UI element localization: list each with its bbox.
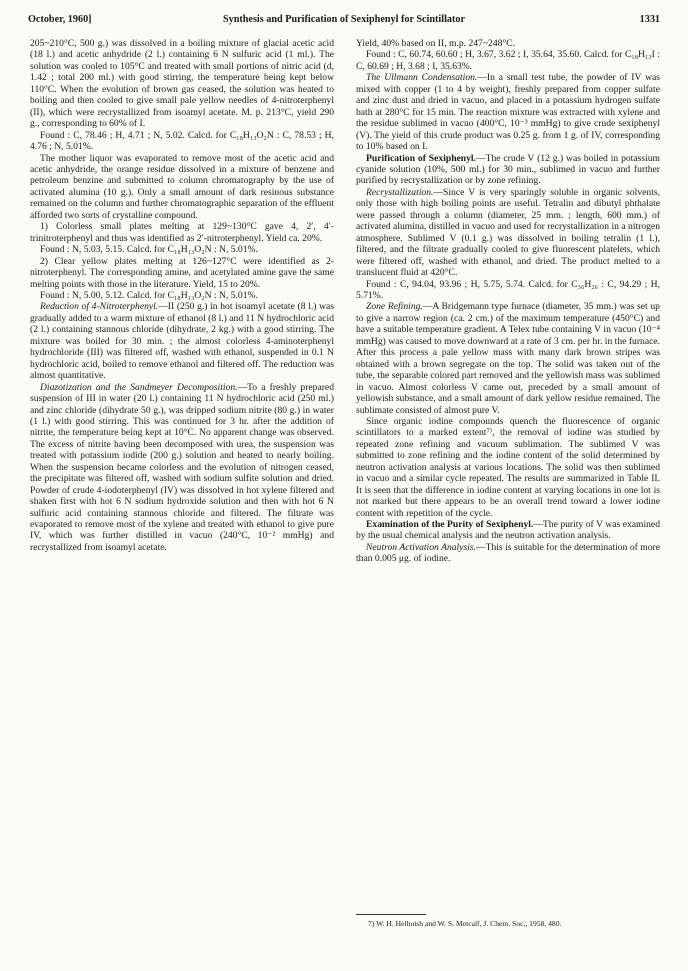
section-heading: Reduction of 4-Nitroterphenyl. (40, 301, 159, 313)
paragraph (356, 72, 660, 152)
paragraph-text: Found : C, 60.74, 60.60 ; H, 3.67, 3.62 ; I, 35.64, 35.60. Calcd. for C₁₈H₁₃I : C, 60.69 ; H, 3.68 ; I, 35.63%. (356, 49, 660, 72)
paragraph (30, 244, 334, 255)
section-heading: The Ullmann Condensation. (366, 72, 478, 84)
paragraph-text: 2) Clear yellow plates melting at 126~127°C were identified as 2-nitroterphenyl. The corresponding amine, and acetylated amine gave the same melting points with those in the literature. Yield, 15 to 20%. (30, 255, 334, 290)
paragraph-text: Found : C, 94.04, 93.96 ; H, 5.75, 5.74. Calcd. for C₃₆H₂₆ : C, 94.29 ; H, 5.71%. (356, 278, 660, 301)
right-column (356, 38, 660, 565)
paragraph (30, 290, 334, 301)
footnote: 7) W. H. Helhuish and W. S. Metcalf, J. Chem. Soc., 1958, 480. (368, 919, 562, 928)
paragraph (356, 416, 660, 519)
paragraph (356, 38, 660, 49)
section-heading: Purification of Sexiphenyl. (366, 152, 476, 164)
running-head (28, 14, 660, 28)
paragraph (356, 49, 660, 72)
paragraph (356, 519, 660, 542)
section-heading: Recrystallization. (366, 186, 434, 198)
paragraph (356, 279, 660, 302)
paragraph (30, 153, 334, 222)
paragraph-text: —In a small test tube, the powder of IV was mixed with copper (1 to 4 by weight), freshly prepared from copper sulfate and zinc dust and dried in vacuo, and placed in a potassium hydrogen sulfate bath at 280°C for 15 min. The reaction mixture was extracted with xylene and the residue sublimed in vacuo (400°C, 10⁻³ mmHg) to give crude sexiphenyl (V). The yield of this crude product was 0.25 g. from 1 g. of IV, corresponding to 10% based on I. (356, 72, 660, 153)
paragraph (356, 153, 660, 187)
paragraph (30, 130, 334, 153)
paragraph-text: Since organic iodine compounds quench the fluorescence of organic scintillators to a marked extent⁷⁾, the removal of iodine was studied by repeated zone refining and vacuum sublimation. The sublimed V was submitted to zone refining and the iodine content of the solid determined by neutron activation analysis at various locations. The solid was then sublimed in vacuo and a similar cycle repeated. The results are summarized in Table II. It is seen that the difference in iodine content at varying locations in one lot is not marked but there appears to be an overall trend toward a lower iodine content with repetition of the cycle. (356, 415, 660, 519)
section-heading: Zone Refining. (366, 301, 423, 313)
footnote-rule (356, 914, 426, 915)
paragraph-text: —Since V is very sparingly soluble in organic solvents, only those with high boiling points are useful. Tetralin and dibutyl phthalate were passed through a column (diameter, 25 mm. ; length, 600 mm.) of activated alumina, distilled in vacuo and used for recrystallization in a nitrogen atmosphere. Sublimed V (0.1 g.) was dissolved in boiling tetralin (1 l.), filtered, and the filtrate gradually cooled to give fluorescent platelets, which were filtered off, washed with ethanol, and dried. The product melted to a translucent fluid at 420°C. (356, 186, 660, 279)
paragraph (356, 187, 660, 279)
paragraph-text: —This is suitable for the determination of more than 0.005 μg. of iodine. (356, 541, 660, 565)
paragraph-text: The mother liquor was evaporated to remove most of the acetic acid and acetic anhydride, the orange residue dissolved in a mixture of benzene and petroleum benzine and submitted to column chromatography by the use of activated alumina (10 g.). Only a small amount of dark resinous substance remained on the column and further chromatographic separation of the effluent afforded two sorts of crystalline compound. (30, 152, 334, 221)
paragraph-text: —To a freshly prepared suspension of III in water (20 l.) containing 11 N hydrochloric acid (250 ml.) and zinc chloride (dihydrate 50 g.), was dripped sodium nitrite (80 g.) in water (1 l.) with good stirring. This was continued for 3 hr. after the addition of nitrite, the temperature being kept at 10°C. No apparent change was observed. The excess of nitrite having been decomposed with urea, the suspension was treated with potassium iodide (200 g.) solution and heated to nearly boiling. When the suspension became colorless and the evolution of nitrogen ceased, the precipitate was filtered off, washed with sodium sulfite solution and dried. Powder of crude 4-iodoterphenyl (IV) was dissolved in hot xylene filtered and shaken first with hot 6 N sodium hydroxide solution and then with hot 6 N sulfuric acid containing stannous chloride and filtered. The filtrate was evaporated to remove most of the xylene and treated with ethanol to give pure IV, which was further distilled in vacuo (240°C, 10⁻² mmHg) and recrystallized from isoamyl acetate. (30, 381, 334, 553)
paragraph-text: Found : N, 5.00, 5.12. Calcd. for C₁₈H₁₃O₂N : N, 5.01%. (40, 289, 258, 301)
issue-date: October, 1960] (28, 14, 92, 25)
paragraph-text: —The purity of V was examined by the usual chemical analysis and the neutron activation analysis. (356, 519, 660, 542)
paragraph-text: 1) Colorless small plates melting at 129~130°C gave 4, 2′, 4′-trinitroterphenyl and thus was identified as 2′-nitroterphenyl. Yield ca. 20%. (30, 221, 334, 244)
paragraph (30, 301, 334, 381)
page-number: 1331 (639, 14, 660, 25)
paragraph (356, 542, 660, 565)
paragraph-text: Found : C, 78.46 ; H, 4.71 ; N, 5.02. Calcd. for C₁₈H₁₃O₂N : C, 78.53 ; H, 4.76 ; N, 5.01%. (30, 129, 334, 153)
paragraph (30, 256, 334, 290)
section-heading: Examination of the Purity of Sexiphenyl. (366, 519, 534, 531)
paragraph-text: Yield, 40% based on II, m.p. 247~248°C. (356, 38, 516, 49)
paragraph-text: —II (250 g.) in hot isoamyl acetate (8 l.) was gradually added to a warm mixture of ethanol (8 l.) and 11 N hydrochloric acid (2 l.) containing stannous chloride (dihydrate, 2 kg.) with a good stirring. The mixture was boiled for 30 min. ; the almost colorless 4-aminoterphenyl hydrochloride (III) was filtered off, washed with ethanol, suspended in 0.1 N hydrochloric acid, boiled to remove ethanol and filtered off. The reduction was almost quantitative. (30, 301, 334, 382)
section-heading: Neutron Activation Analysis. (366, 541, 476, 553)
paragraph-text: —A Bridgemann type furnace (diameter, 35 mm.) was set up to give a narrow region (ca. 2 cm.) of the maximum temperature (450°C) and have a suitable temperature gradient. A Telex tube containing V in vacuo (10⁻⁴ mmHg) was caused to move downward at a rate of 3 cm. per hr. in the furnace. After this process a pale yellow mass with many dark brown stripes was obtained with a brown segregate on the top. The solid was taken out of the tube, the separable colored part removed and the yellowish mass was sublimed in vacuo. Almost colorless V came out, preceded by a small amount of yellowish substance, and a small amount of dark yellow residue remained. The sublimate consisted of almost pure V. (356, 301, 660, 416)
left-column (30, 38, 334, 553)
paragraph-text: —The crude V (12 g.) was boiled in potassium cyanide solution (10%, 500 ml.) for 30 min., sublimed in vacuo and further purified by recrystallization or by zone refining. (356, 152, 660, 187)
running-title: Synthesis and Purification of Sexiphenyl for Scintillator (222, 14, 466, 25)
paragraph-text: Found : N, 5.03, 5.15. Calcd. for C₁₈H₁₃O₂N : N, 5.01%. (40, 244, 258, 256)
section-heading: Diazotization and the Sandmeyer Decomposition. (40, 381, 238, 393)
paragraph-text: 205~210°C, 500 g.) was dissolved in a boiling mixture of glacial acetic acid (18 l.) and acetic anhydride (2 l.) containing 6 N sulfuric acid (1 ml.). The solution was cooled to 105°C and treated with small portions of nitric acid (d, 1.42 ; total 200 ml.) with good stirring, the temperature being kept below 110°C. When the evolution of brown gas ceased, the solution was heated to boiling and then cooled to give small pale yellow needles of 4-nitroterphenyl (II), which were recrystallized from isoamyl acetate. M. p. 213°C, yield 290 g., corresponding to 60% of I. (30, 38, 334, 130)
paragraph (30, 221, 334, 244)
paragraph (30, 38, 334, 130)
paragraph (356, 301, 660, 416)
paragraph (30, 382, 334, 554)
